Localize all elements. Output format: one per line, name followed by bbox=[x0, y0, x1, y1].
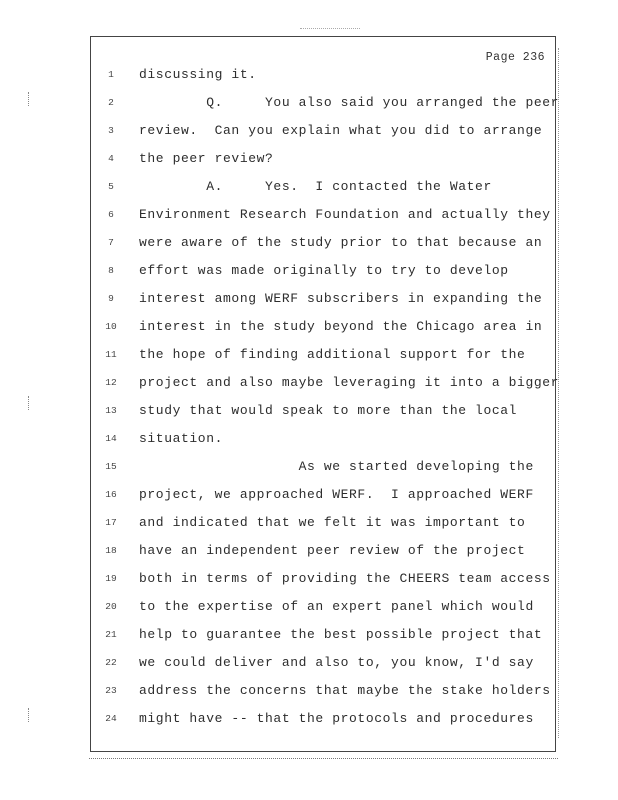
scan-artifact-margin-mark bbox=[28, 708, 32, 722]
transcript-line: project and also maybe leveraging it into a bigger bbox=[139, 375, 560, 390]
transcript-line: As we started developing the bbox=[139, 459, 534, 474]
line-number: 7 bbox=[108, 237, 114, 248]
line-number: 10 bbox=[105, 321, 117, 332]
line-number: 6 bbox=[108, 209, 114, 220]
transcript-line: Environment Research Foundation and actually they bbox=[139, 207, 551, 222]
transcript-line: discussing it. bbox=[139, 67, 257, 82]
transcript-line: the peer review? bbox=[139, 151, 274, 166]
line-number: 8 bbox=[108, 265, 114, 276]
line-number: 5 bbox=[108, 181, 114, 192]
line-number: 13 bbox=[105, 405, 117, 416]
transcript-line: situation. bbox=[139, 431, 224, 446]
transcript-line: to the expertise of an expert panel which would bbox=[139, 599, 534, 614]
transcript-line: effort was made originally to try to develop bbox=[139, 263, 509, 278]
transcript-line: both in terms of providing the CHEERS team access bbox=[139, 571, 551, 586]
transcript-line: the hope of finding additional support for the bbox=[139, 347, 526, 362]
line-number: 21 bbox=[105, 629, 117, 640]
line-number: 20 bbox=[105, 601, 117, 612]
scan-artifact-margin-mark bbox=[28, 92, 32, 106]
transcript-line: interest among WERF subscribers in expanding the bbox=[139, 291, 543, 306]
line-number: 11 bbox=[105, 349, 117, 360]
transcript-line: interest in the study beyond the Chicago area in bbox=[139, 319, 543, 334]
line-number: 16 bbox=[105, 489, 117, 500]
line-number: 14 bbox=[105, 433, 117, 444]
transcript-line: address the concerns that maybe the stake holders bbox=[139, 683, 551, 698]
transcript-line: A. Yes. I contacted the Water bbox=[139, 179, 492, 194]
transcript-line: project, we approached WERF. I approached WERF bbox=[139, 487, 534, 502]
line-number: 2 bbox=[108, 97, 114, 108]
line-number: 1 bbox=[108, 69, 114, 80]
transcript-line: review. Can you explain what you did to arrange bbox=[139, 123, 543, 138]
line-number: 12 bbox=[105, 377, 117, 388]
scan-artifact-margin-mark bbox=[28, 396, 32, 410]
line-number: 18 bbox=[105, 545, 117, 556]
transcript-line: Q. You also said you arranged the peer bbox=[139, 95, 560, 110]
page-number: Page 236 bbox=[485, 51, 545, 64]
scan-artifact-right-edge bbox=[558, 48, 559, 738]
line-number: 3 bbox=[108, 125, 114, 136]
transcript-line: were aware of the study prior to that because an bbox=[139, 235, 543, 250]
transcript-page bbox=[90, 36, 560, 752]
line-number: 23 bbox=[105, 685, 117, 696]
line-number: 22 bbox=[105, 657, 117, 668]
transcript-line: study that would speak to more than the local bbox=[139, 403, 518, 418]
line-number: 24 bbox=[105, 713, 117, 724]
line-number: 9 bbox=[108, 293, 114, 304]
transcript-line: have an independent peer review of the project bbox=[139, 543, 526, 558]
transcript-line: and indicated that we felt it was important to bbox=[139, 515, 526, 530]
line-number: 19 bbox=[105, 573, 117, 584]
scan-artifact-top bbox=[300, 28, 360, 29]
transcript-line: we could deliver and also to, you know, I'd say bbox=[139, 655, 534, 670]
line-number: 15 bbox=[105, 461, 117, 472]
transcript-line: help to guarantee the best possible project that bbox=[139, 627, 543, 642]
transcript-line: might have -- that the protocols and procedures bbox=[139, 711, 534, 726]
line-number: 4 bbox=[108, 153, 114, 164]
line-number: 17 bbox=[105, 517, 117, 528]
